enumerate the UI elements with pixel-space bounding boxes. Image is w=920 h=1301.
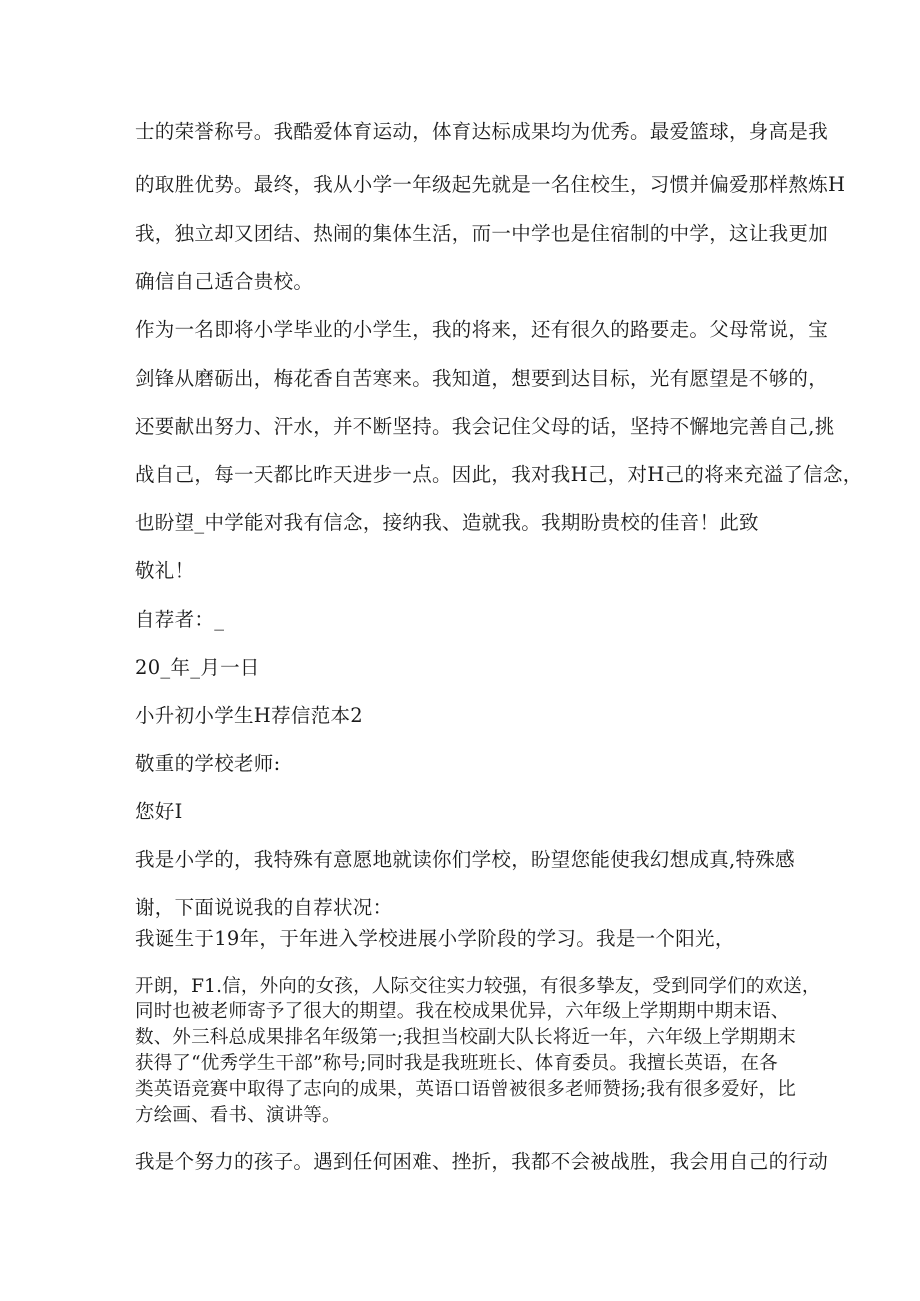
text-line: 士的荣誉称号。我酷爱体育运动，体育达标成果均为优秀。最爱篮球，身高是我 <box>135 120 829 143</box>
section-title: 小升初小学生H荐信范本2 <box>135 704 364 727</box>
text-line: 还要献出努力、汗水，并不断坚持。我会记住父母的话，坚持不懈地完善自己,挑 <box>135 415 835 438</box>
text-line: 战自己，每一天都比昨天进步一点。因此，我对我H己，对H己的将来充溢了信念， <box>135 463 863 486</box>
date-line: 20_年_月一日 <box>135 656 260 679</box>
text-line: 的取胜优势。最终，我从小学一年级起先就是一名住校生，习惯并偏爱那样熬炼H <box>135 173 846 196</box>
text-line: 剑锋从磨砺出，梅花香自苦寒来。我知道，想要到达目标，光有愿望是不够的， <box>135 367 829 390</box>
text-line: 谢，下面说说我的自荐状况： <box>135 896 393 919</box>
text-line: 同时也被老师寄予了很大的期望。我在校成果优异，六年级上学期期中期末语、 <box>135 1001 790 1022</box>
text-line: 我是个努力的孩子。遇到任何困难、挫折，我都不会被战胜，我会用自己的行动 <box>135 1150 829 1173</box>
text-line: 获得了“优秀学生干部”称号;同时我是我班班长、体育委员。我擅长英语，在各 <box>135 1053 778 1074</box>
text-line: 数、外三科总成果排名年级第一;我担当校副大队长将近一年，六年级上学期期末 <box>135 1027 796 1048</box>
text-line: 也盼望_中学能对我有信念，接纳我、造就我。我期盼贵校的佳音！此致 <box>135 511 759 534</box>
text-line: 我，独立却又团结、热闹的集体生活，而一中学也是住宿制的中学，这让我更加 <box>135 222 829 245</box>
signature-line: 自荐者：_ <box>135 608 225 631</box>
text-line: 类英语竞赛中取得了志向的成果，英语口语曾被很多老师赞扬;我有很多爱好，比 <box>135 1079 796 1100</box>
greeting: 您好I <box>135 800 183 823</box>
text-line: 确信自己适合贵校。 <box>135 270 314 293</box>
salutation: 敬重的学校老师: <box>135 752 281 775</box>
text-line: 作为一名即将小学毕业的小学生，我的将来，还有很久的路要走。父母常说，宝 <box>135 318 829 341</box>
text-line: 我诞生于19年，于年进入学校进展小学阶段的学习。我是一个阳光， <box>135 927 735 950</box>
closing-salute: 敬礼！ <box>135 559 195 582</box>
text-line: 方绘画、看书、演讲等。 <box>135 1105 341 1126</box>
text-line: 开朗，F1.信，外向的女孩，人际交往实力较强，有很多挚友，受到同学们的欢送， <box>135 976 821 997</box>
text-line: 我是小学的，我特殊有意愿地就读你们学校，盼望您能使我幻想成真,特殊感 <box>135 848 795 871</box>
